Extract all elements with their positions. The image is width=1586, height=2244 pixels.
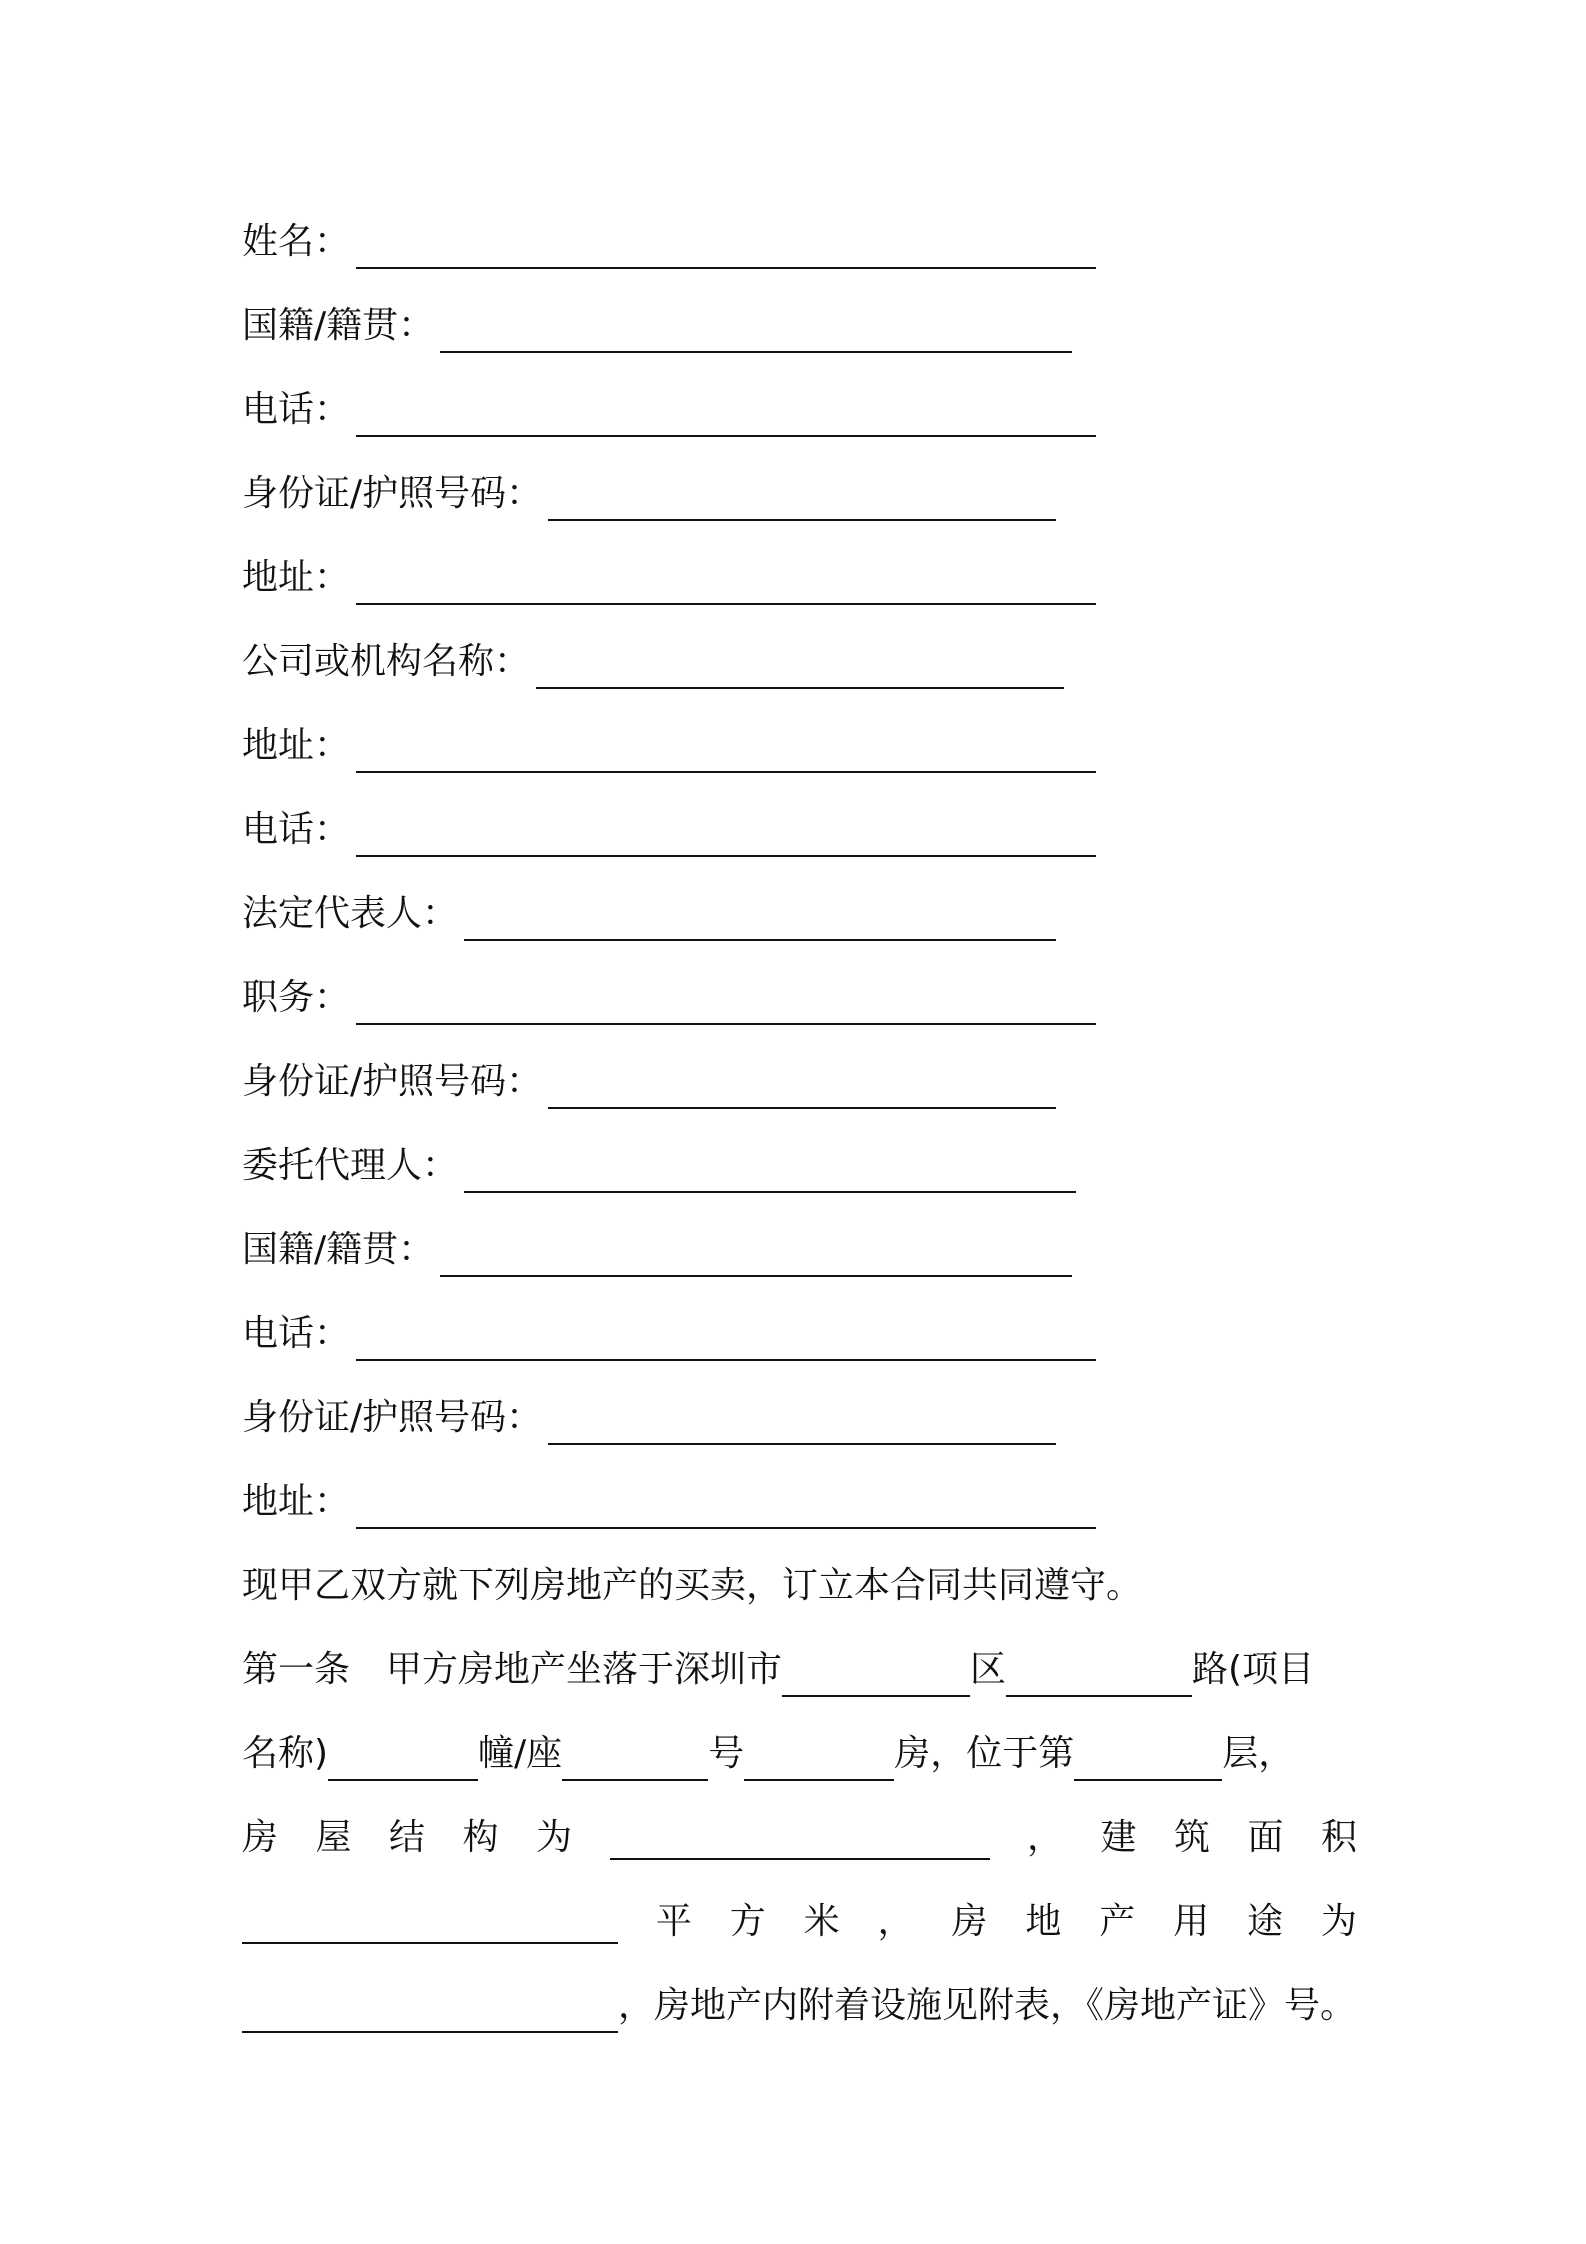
article-text: 名称) (242, 1733, 329, 1774)
contract-body (242, 200, 1372, 2048)
field-row-legal-representative (242, 872, 1372, 956)
field-label: 国籍/籍贯： (242, 305, 435, 346)
fill-blank[interactable] (440, 1251, 1072, 1277)
field-label: 职务： (242, 977, 351, 1018)
fill-blank[interactable] (356, 831, 1096, 857)
article-1-line-5 (242, 1964, 1372, 2048)
field-row-phone (242, 368, 1372, 452)
fill-blank-district[interactable] (782, 1671, 970, 1697)
fill-blank-road[interactable] (1006, 1671, 1192, 1697)
article-1-line-3 (242, 1796, 1372, 1880)
article-char: ， (1026, 1817, 1063, 1858)
article-char: 米 (803, 1901, 840, 1942)
article-1-line-2 (242, 1712, 1372, 1796)
fill-blank-project[interactable] (328, 1755, 478, 1781)
field-row-company-phone (242, 788, 1372, 872)
field-row-agent-address (242, 1460, 1372, 1544)
fill-blank[interactable] (440, 327, 1072, 353)
field-row-company-name (242, 620, 1372, 704)
article-char: 结 (389, 1817, 426, 1858)
field-row-nationality (242, 284, 1372, 368)
field-row-position (242, 956, 1372, 1040)
article-char: 平 (655, 1901, 692, 1942)
article-1-line-1 (242, 1628, 1372, 1712)
article-char: 建 (1100, 1817, 1137, 1858)
fill-blank[interactable] (536, 663, 1064, 689)
fill-blank-number[interactable] (744, 1755, 894, 1781)
article-char: 面 (1247, 1817, 1284, 1858)
field-label: 公司或机构名称： (242, 641, 531, 682)
article-text: 幢/座 (478, 1733, 563, 1774)
article-char: 为 (1320, 1901, 1357, 1942)
article-char: 筑 (1173, 1817, 1210, 1858)
field-label: 电话： (242, 809, 351, 850)
field-label: 委托代理人： (242, 1145, 459, 1186)
article-char: 产 (1099, 1901, 1136, 1942)
field-label: 地址： (242, 1481, 351, 1522)
fill-blank[interactable] (548, 1083, 1056, 1109)
field-label: 身份证/护照号码： (242, 1397, 543, 1438)
fill-blank[interactable] (356, 1503, 1096, 1529)
field-label: 身份证/护照号码： (242, 1061, 543, 1102)
article-char: 方 (729, 1901, 766, 1942)
fill-blank-area[interactable] (242, 1918, 618, 1944)
field-row-agent-nationality (242, 1208, 1372, 1292)
fill-blank[interactable] (356, 1335, 1096, 1361)
fill-blank[interactable] (356, 999, 1096, 1025)
field-label: 姓名： (242, 221, 351, 262)
article-text: ，房地产内附着设施见附表，《房地产证》号。 (618, 1985, 1357, 2026)
fill-blank-usage[interactable] (242, 2007, 618, 2033)
article-text: 甲方房地产坐落于深圳市 (386, 1649, 783, 1690)
article-text: 区 (970, 1649, 1007, 1690)
article-char: 途 (1247, 1901, 1284, 1942)
field-row-rep-id-number (242, 1040, 1372, 1124)
fill-blank[interactable] (548, 1419, 1056, 1445)
field-label: 法定代表人： (242, 893, 459, 934)
article-char: ， (877, 1901, 914, 1942)
field-row-agent-id-number (242, 1376, 1372, 1460)
article-char: 房 (951, 1901, 988, 1942)
fill-blank-building[interactable] (562, 1755, 708, 1781)
field-row-agent-phone (242, 1292, 1372, 1376)
field-label: 国籍/籍贯： (242, 1229, 435, 1270)
field-label: 地址： (242, 725, 351, 766)
fill-blank-floor[interactable] (1074, 1755, 1222, 1781)
article-char: 构 (462, 1817, 499, 1858)
fill-blank[interactable] (548, 495, 1056, 521)
article-text: 房，位于第 (894, 1733, 1075, 1774)
article-char: 用 (1173, 1901, 1210, 1942)
fill-blank[interactable] (356, 243, 1096, 269)
fill-blank-structure[interactable] (610, 1834, 990, 1860)
article-char: 屋 (315, 1817, 352, 1858)
fill-blank[interactable] (356, 747, 1096, 773)
fill-blank[interactable] (356, 411, 1096, 437)
article-char: 积 (1320, 1817, 1357, 1858)
field-row-agent (242, 1124, 1372, 1208)
intro-paragraph (242, 1544, 1372, 1628)
fill-blank[interactable] (464, 1167, 1076, 1193)
field-row-address (242, 536, 1372, 620)
article-char: 房 (242, 1817, 279, 1858)
fill-blank[interactable] (464, 915, 1056, 941)
field-row-name (242, 200, 1372, 284)
field-label: 身份证/护照号码： (242, 473, 543, 514)
article-1-line-4 (242, 1880, 1372, 1964)
article-char: 地 (1025, 1901, 1062, 1942)
article-number: 第一条 (242, 1649, 351, 1690)
article-text: 号 (708, 1733, 745, 1774)
article-text: 层， (1222, 1733, 1295, 1774)
field-label: 电话： (242, 389, 351, 430)
field-row-id-number (242, 452, 1372, 536)
article-char: 为 (536, 1817, 573, 1858)
field-label: 电话： (242, 1313, 351, 1354)
field-label: 地址： (242, 557, 351, 598)
article-text: 路(项目 (1192, 1649, 1315, 1690)
intro-text: 现甲乙双方就下列房地产的买卖，订立本合同共同遵守。 (242, 1565, 1143, 1606)
fill-blank[interactable] (356, 579, 1096, 605)
field-row-company-address (242, 704, 1372, 788)
